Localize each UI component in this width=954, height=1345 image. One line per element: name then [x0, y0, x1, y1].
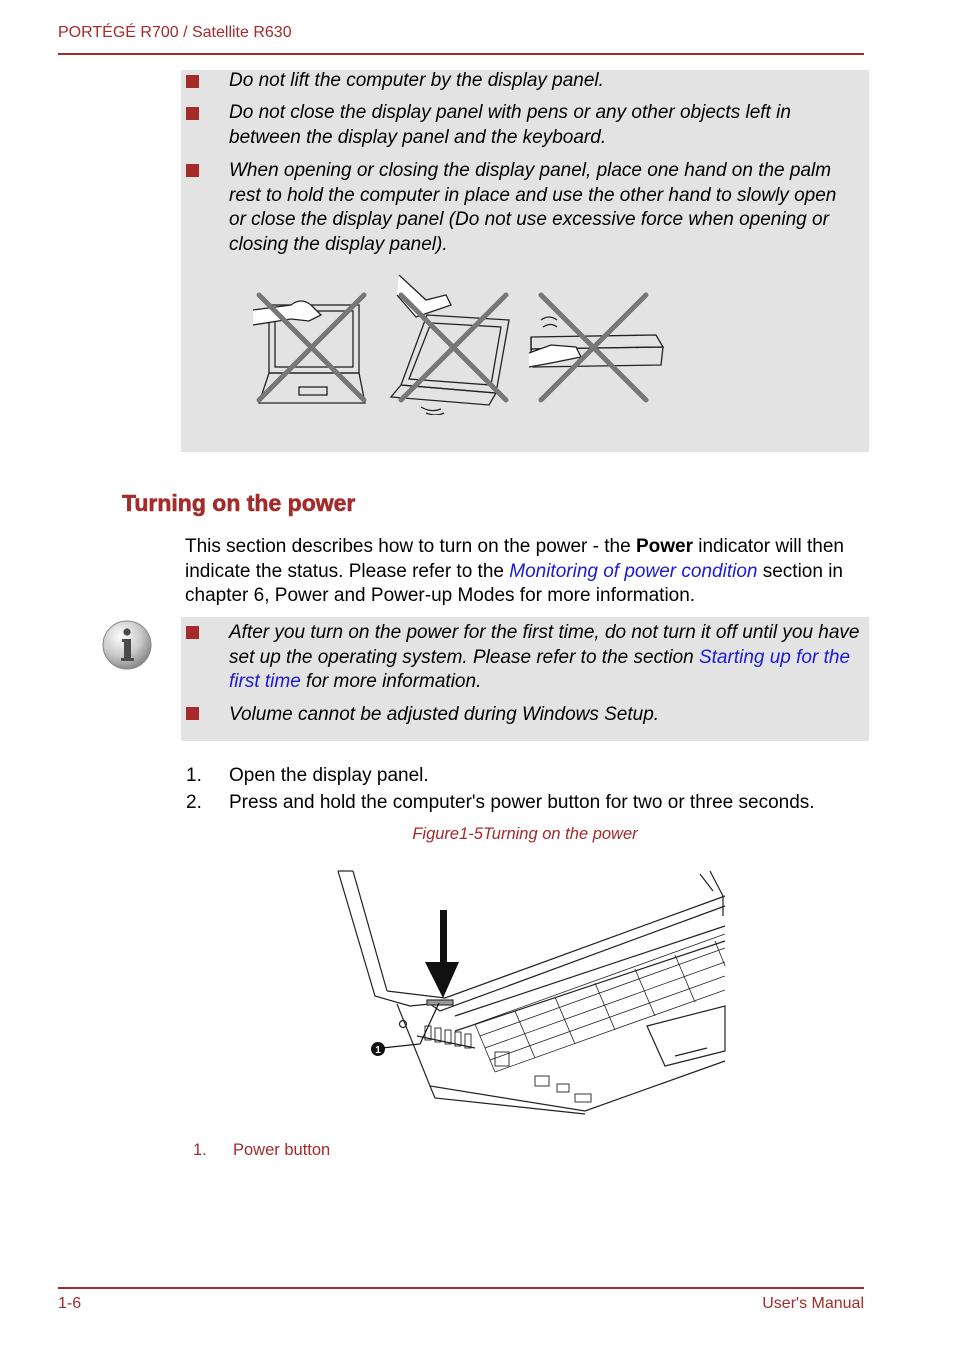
intro-text-3: section in chapter 6, Power and Power-up Modes for more information. — [185, 560, 843, 606]
note-item-1-text-1: After you turn on the power for the first time, do not turn it off until you have set up the operating system. Please refer to the section — [229, 622, 860, 668]
note-item-2: Volume cannot be adjusted during Windows Setup. — [229, 704, 660, 725]
legend-number: 1. — [193, 1141, 207, 1159]
step-1-number: 1. — [186, 765, 202, 786]
info-icon — [101, 619, 153, 671]
caution-item-2: Do not close the display panel with pens or any other objects left in between the display panel and the keyboard. — [229, 102, 791, 148]
manual-title: User's Manual — [762, 1295, 864, 1312]
intro-text-1: This section describes how to turn on the power - the — [185, 536, 636, 557]
bullet-icon — [186, 107, 199, 120]
bullet-icon — [186, 626, 199, 639]
callout-number: 1 — [375, 1045, 381, 1056]
legend-text: Power button — [233, 1141, 331, 1159]
footer-rule — [58, 1287, 864, 1289]
page-number: 1-6 — [58, 1295, 82, 1312]
step-2-text: Press and hold the computer's power button for two or three seconds. — [229, 792, 815, 813]
intro-text-2: indicator will then indicate the status. Please refer to the — [185, 536, 845, 582]
step-2-number: 2. — [186, 792, 202, 813]
caution-box — [181, 70, 869, 452]
running-header: PORTÉGÉ R700 / Satellite R630 — [58, 24, 292, 41]
header-rule — [58, 53, 864, 55]
bullet-icon — [186, 707, 199, 720]
caution-item-1: Do not lift the computer by the display panel. — [229, 70, 604, 91]
bullet-icon — [186, 164, 199, 177]
intro-paragraph — [185, 535, 860, 609]
bullet-icon — [186, 75, 199, 88]
power-term: Power — [635, 536, 693, 557]
figure-caption: Figure1-5Turning on the power — [412, 825, 638, 843]
section-heading: Turning on the power — [122, 490, 356, 516]
note-item-1-text-2: for more information. — [300, 671, 482, 692]
note-box — [181, 617, 869, 741]
laptop-power-button-figure — [335, 866, 730, 1116]
starting-up-link[interactable]: Starting up for the first time — [229, 646, 851, 692]
laptop-handling-illustration — [251, 275, 671, 415]
caution-item-3: When opening or closing the display panel, place one hand on the palm rest to hold the computer in place and use the other hand to slowly open or close the display panel (Do not use excessive force when opening or closing the display panel). — [229, 160, 837, 255]
note-item-1 — [229, 621, 861, 695]
step-1-text: Open the display panel. — [229, 765, 429, 786]
monitoring-power-link[interactable]: Monitoring of power condition — [509, 560, 758, 582]
